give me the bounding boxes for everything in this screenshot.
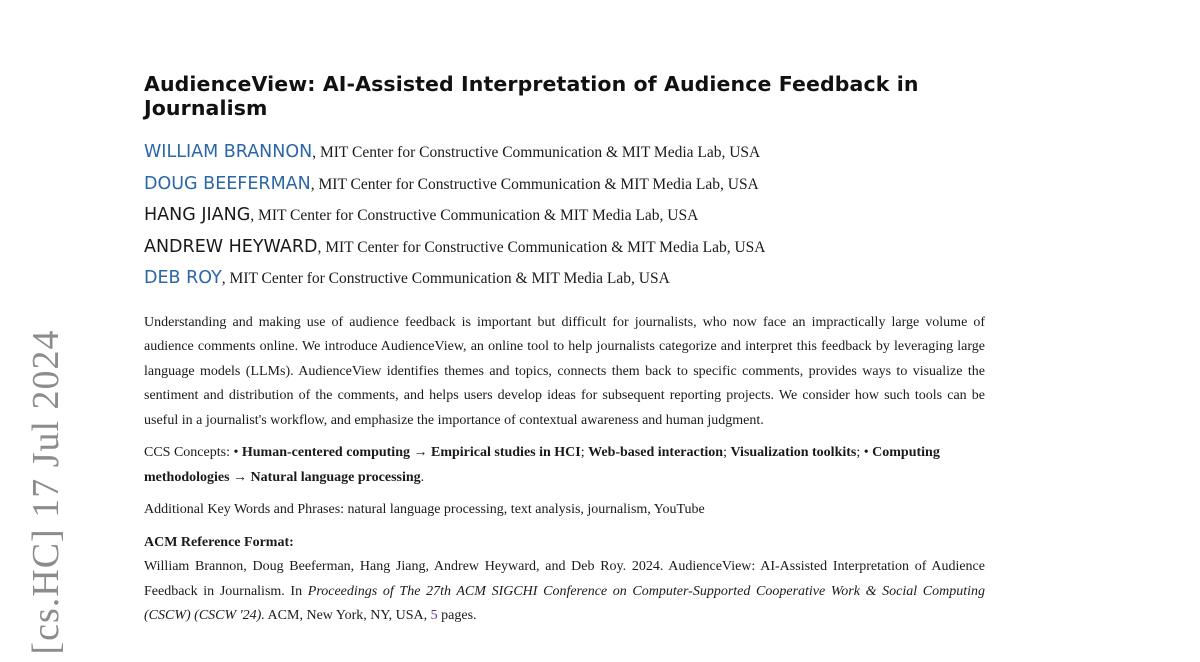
author-name: HANG JIANG [144,205,251,225]
author-name: ANDREW HEYWARD [144,236,318,257]
reference-format [144,555,985,629]
reference-venue: Proceedings of The 27th ACM SIGCHI Conference on Computer-Supported Cooperative Work & Social Computing (CSCW) (CSCW '24). [144,583,985,624]
arxiv-stamp [8,318,88,655]
abstract: Understanding and making use of audience feedback is important but difficult for journalists, who now face an impractically large volume of audience comments online. We introduce AudienceView, an online tool to help journalists categorize and interpret this feedback by leveraging large language models (LLMs). AudienceView identifies themes and topics, connects them back to specific comments, provides ways to visualize the sentiment and distribution of the comments, and helps users develop ideas for subsequent reporting projects. We consider how such tools can be useful in a journalist's workflow, and emphasize the importance of contextual awareness and human judgment. [144,314,985,428]
author-name-link[interactable]: DOUG BEEFERMAN [144,173,311,194]
author-item [144,263,994,295]
ccs-separator: ; [580,445,589,461]
author-item [144,137,994,169]
ccs-concepts [144,441,985,490]
author-item [144,169,994,201]
arxiv-stamp-text: [cs.HC] 17 Jul 2024 [25,329,67,655]
author-affiliation: , MIT Center for Constructive Communication & MIT Media Lab, USA [317,238,766,256]
ccs-separator: ; • [856,445,873,461]
reference-text: ACM, New York, NY, USA, [264,608,431,624]
author-affiliation: , MIT Center for Constructive Communication & MIT Media Lab, USA [221,270,670,287]
author-item [144,232,994,264]
reference-text: William Brannon, Doug Beeferman, Hang Jiang, Andrew Heyward, and Deb Roy. 2024. AudienceView: AI-Assisted Interpretation of Audience Feedback in Journalism. In [144,558,985,599]
ccs-separator: ; [723,445,731,461]
ccs-concept: Visualization toolkits [730,445,857,461]
author-item [144,200,994,232]
author-name-link[interactable]: WILLIAM BRANNON [144,142,313,162]
ccs-label: CCS Concepts: • [144,445,242,461]
reference-heading: ACM Reference Format: [144,534,294,550]
paper-first-page [144,72,994,629]
page-count-link[interactable]: 5 [430,608,438,624]
paper-title: AudienceView: AI-Assisted Interpretation of Audience Feedback in Journalism [144,72,919,120]
ccs-concept: Human-centered computing → Empirical studies in HCI [241,445,581,461]
ccs-end: . [420,469,425,485]
ccs-concept: Computing methodologies → Natural language processing [144,445,940,485]
author-affiliation: , MIT Center for Constructive Communication & MIT Media Lab, USA [312,144,761,161]
keywords: Additional Key Words and Phrases: natural language processing, text analysis, journalism, YouTube [144,502,705,518]
author-affiliation: , MIT Center for Constructive Communication & MIT Media Lab, USA [250,207,699,224]
reference-text: pages. [437,608,477,624]
author-name-link[interactable]: DEB ROY [144,268,222,288]
author-affiliation: , MIT Center for Constructive Communication & MIT Media Lab, USA [310,175,759,193]
author-list [144,137,994,295]
ccs-concept: Web-based interaction [588,445,724,461]
